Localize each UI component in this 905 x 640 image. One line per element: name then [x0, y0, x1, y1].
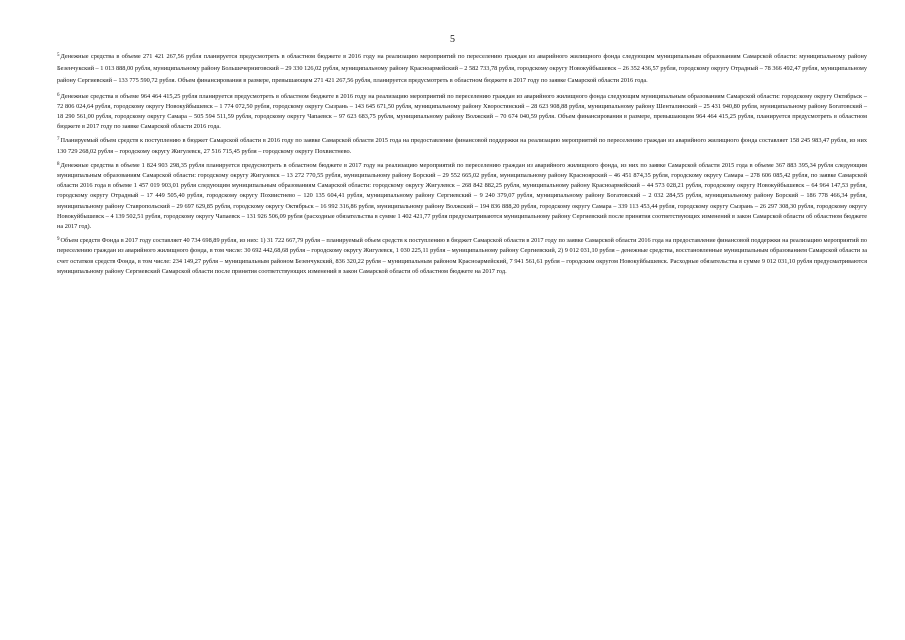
footnote-marker: 7: [57, 137, 60, 143]
footnote-marker: 6: [57, 92, 60, 98]
footnote-text: Денежные средства в объеме 1 824 903 298,35 рубля планируется предусмотреть в областном бюджете в 2017 году на реализацию мероприятий по переселению граждан из аварийного жилищного фонда, из них по заявке Самарской области 2015 года в объеме 367 883 395,34 рубля следующим муниципальным образованиям Самарской области: городскому округу Жигулевск – 13 272 770,55 рубля, муниципальному району Борский – 29 552 665,02 рубля, муниципальному району Красноярский – 46 451 874,35 рубля, городскому округу Самара – 278 606 085,42 рубля, по заявке Самарской области 2016 года в объеме 1 457 019 903,01 рубля следующим муниципальным образованиям Самарской области: городскому округу Жигулевск – 268 842 882,25 рубля, муниципальному району Красноармейский – 44 573 028,21 рубля, городскому округу Новокуйбышевск – 64 964 147,53 рубля, городскому округу Отрадный – 17 449 505,40 рубля, городскому округу Похвистнево – 120 135 604,41 рубля, муниципальному району Сергиевский – 9 240 379,07 рубля, муниципальному району Богатовский – 2 032 284,55 рубля, муниципальному району Борский – 186 778 466,34 рубля, муниципальному району Ставропольский – 29 697 629,85 рубля, городскому округу Октябрьск – 16 992 316,86 рубля, муниципальному району Волжский – 194 836 888,20 рубля, городскому округу Самара – 339 113 453,44 рубля, городскому округу Сызрань – 26 297 308,30 рубля, городскому округу Новокуйбышевск – 4 139 502,51 рубля, городскому округу Чапаевск – 131 926 506,09 рубля (расходные обязательства в сумме 1 402 421,77 рубля предусматриваются муниципальному району Сергиевский после принятия соответствующих изменений в закон Самарской области об областном бюджете на 2017 год).: [57, 161, 867, 231]
footnote-text: Объем средств Фонда в 2017 году составляет 40 734 698,89 рубля, из них: 1) 31 722 667,79 рубля – планируемый объем средств к поступлению в бюджет Самарской области в 2017 году по заявке Самарской области 2016 года на предоставление финансовой поддержки на реализацию мероприятий по переселению граждан из аварийного жилищного фонда, в том числе: 30 692 442,68,68 рубля – городскому округу Жигулевск, 1 030 225,11 рубля – муниципальному району Сергиевский, 2) 9 012 031,10 рубля – денежные средства, восстановленные муниципальным образованием Самарской области за счет остатков средств Фонда, в том числе: 234 149,27 рубля – муниципальным районом Безенчукский, 836 320,22 рубля – муниципальным районом Красноармейский, 7 941 561,61 рубля – городским округом Новокуйбышевск. Расходные обязательства в сумме 9 012 031,10 рубля предусматриваются муниципальному району Сергиевский Самарской области после принятия соответствующих изменений в закон Самарской области об областном бюджете на 2017 год.: [57, 237, 867, 275]
footnote-marker: 9: [57, 237, 60, 243]
footnote-text: Планируемый объем средств к поступлению в бюджет Самарской области в 2016 году по заявке Самарской области 2015 года на предоставление финансовой поддержки на реализацию мероприятий по переселению граждан из аварийного жилищного фонда составляет 158 245 983,47 рубля, из них 130 729 268,02 рубля – городскому округу Жигулевск, 27 516 715,45 рубля – городскому округу Похвистнево.: [57, 137, 867, 155]
footnote-8: [57, 160, 867, 232]
footnote-7: [57, 135, 867, 156]
footnote-marker: 5: [57, 53, 60, 58]
footnote-text: Денежные средства в объеме 271 421 267,56 рубля планируется предусмотреть в областном бюджете в 2016 году на реализацию мероприятий по переселению граждан из аварийного жилищного фонда следующим муниципальным образованиям Самарской области: муниципальному району Безенчукский – 1 013 888,00 рубля, муниципальному району Большечерниговский – 29 330 126,02 рубля, муниципальному району Красноармейский – 2 582 733,78 рубля, городскому округу Новокуйбышевск – 26 352 436,57 рубля, городскому округу Отрадный – 78 366 492,47 рубля, муниципальному району Сергиевский – 133 775 590,72 рубля. Объем финансирования в размере, превышающем 271 421 267,56 рубля, планируется предусмотреть в областном бюджете в 2017 году по заявке Самарской области 2016 года.: [57, 53, 867, 85]
footnote-text: Денежные средства в объеме 964 464 415,25 рубля планируется предусмотреть в областном бюджете в 2016 году на реализацию мероприятий по переселению граждан из аварийного жилищного фонда следующим муниципальным образованиям Самарской области: городскому округу Октябрьск – 72 806 024,64 рубля, городскому округу Новокуйбышевск – 1 774 072,50 рубля, городскому округу Сызрань – 143 645 671,50 рубля, муниципальному району Хворостянский – 28 623 908,88 рубля, муниципальному району Шенталинский – 25 431 940,80 рубля, муниципальному району Богатовский – 18 290 561,00 рубля, городскому округу Самара – 505 594 511,59 рубля, городскому округу Чапаевск – 97 623 683,75 рубля, муниципальному району Волжский – 70 674 040,59 рубля. Объем финансирования в размере, превышающем 964 464 415,25 рубля, планируется предусмотреть в областном бюджете в 2017 году по заявке Самарской области 2016 года.: [57, 92, 867, 131]
footnote-9: [57, 235, 867, 277]
footnote-6: [57, 91, 867, 133]
page-number: 5: [450, 34, 455, 45]
footnote-5: [57, 50, 867, 88]
footnotes-section: [57, 50, 867, 280]
footnote-marker: 8: [57, 161, 60, 167]
